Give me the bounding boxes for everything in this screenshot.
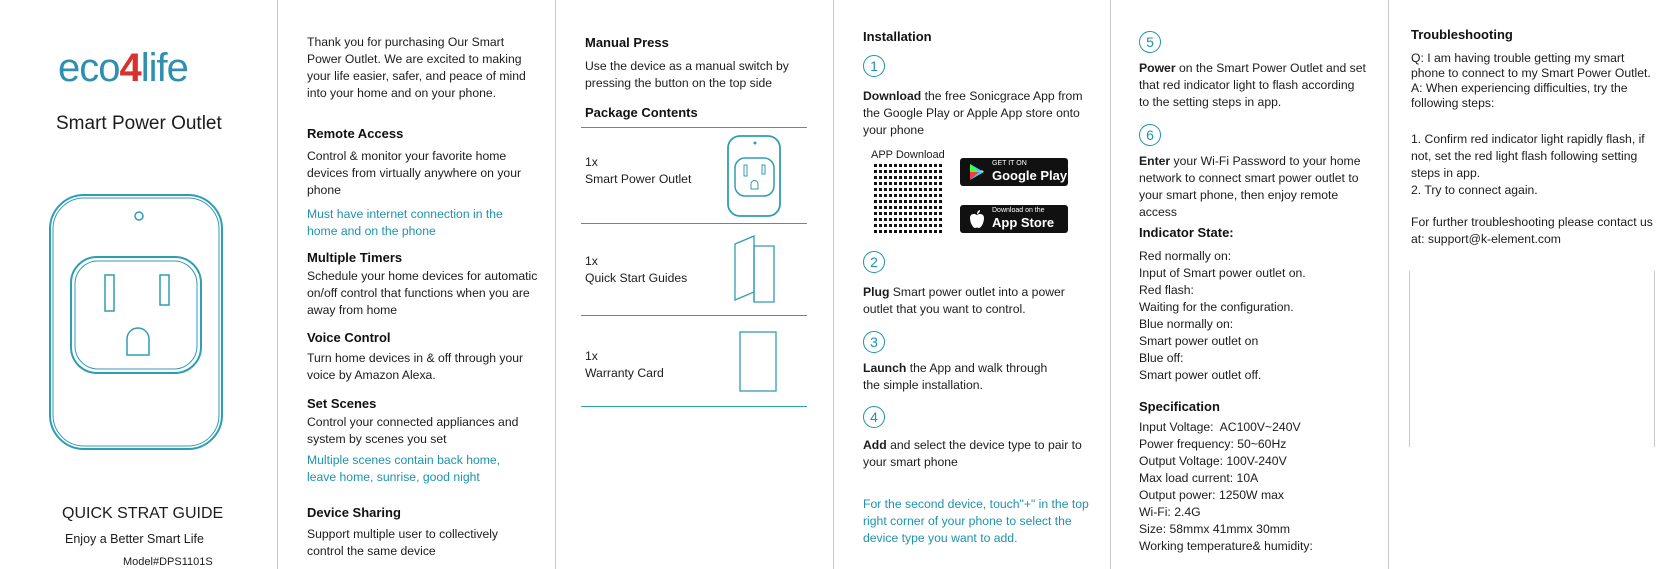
multiple-timers-title: Multiple Timers — [307, 250, 403, 265]
google-play-small-text: GET IT ON — [992, 160, 1027, 167]
voice-control-title: Voice Control — [307, 330, 391, 345]
step-5-bold: Power — [1139, 61, 1176, 75]
multiple-timers-body: Schedule your home devices for automatic on/off control that functions when you are away from home — [307, 269, 538, 317]
spec-line: Power frequency: 50~60Hz — [1139, 437, 1287, 451]
google-play-icon — [968, 163, 986, 181]
troubleshooting-step-2: 2. Try to connect again. — [1411, 183, 1538, 197]
step-4-note: For the second device, touch"+" in the top right corner of your phone to select the device type you want to add. — [863, 497, 1089, 545]
step-6-number: 6 — [1139, 124, 1161, 146]
spec-line: Wi-Fi: 2.4G — [1139, 505, 1201, 519]
step-5-text — [1139, 60, 1367, 111]
step-1-number: 1 — [863, 55, 885, 77]
remote-access-note: Must have internet connection in the home and on the phone — [307, 207, 503, 238]
step-4-text — [863, 437, 1083, 471]
spec-line: Max load current: 10A — [1139, 471, 1259, 485]
remote-access-title: Remote Access — [307, 126, 404, 141]
step-4-bold: Add — [863, 438, 887, 452]
voice-control-body: Turn home devices in & off through your voice by Amazon Alexa. — [307, 351, 524, 382]
step-2-body: Smart power outlet into a power outlet that you want to control. — [863, 285, 1065, 316]
step-1-bold: Download — [863, 89, 922, 103]
spec-line: Size: 58mmx 41mmx 30mm — [1139, 522, 1291, 536]
logo-text-left: eco — [58, 46, 120, 90]
package-item-qty: 1x — [585, 254, 598, 268]
package-contents-title: Package Contents — [585, 105, 698, 120]
set-scenes-body: Control your connected appliances and system by scenes you set — [307, 415, 519, 446]
set-scenes-note: Multiple scenes contain back home, leave home, sunrise, good night — [307, 453, 501, 484]
set-scenes-title: Set Scenes — [307, 396, 377, 411]
qr-code — [874, 163, 944, 233]
remote-access-body: Control & monitor your favorite home devices from virtually anywhere on your phone — [307, 149, 522, 197]
troubleshooting-question: Q: I am having trouble getting my smart phone to connect to my Smart Power Outlet. — [1411, 51, 1651, 80]
manual-press-title: Manual Press — [585, 35, 669, 50]
package-separator — [581, 127, 807, 128]
tagline: Enjoy a Better Smart Life — [65, 532, 204, 546]
step-3-body: the App and walk through the simple installation. — [863, 361, 1048, 392]
logo-text-right: life — [140, 46, 188, 90]
app-store-big-text: App Store — [992, 215, 1055, 230]
panel-divider — [1388, 0, 1389, 569]
thanks-text: Thank you for purchasing Our Smart Power Outlet. We are excited to making your life easier, safer, and peace of mind into your home and on your phone. — [307, 35, 526, 100]
manual-press-body: Use the device as a manual switch by pressing the button on the top side — [585, 59, 789, 90]
step-3-bold: Launch — [863, 361, 907, 375]
indicator-title: Indicator State: — [1139, 225, 1234, 240]
troubleshooting-step-1: 1. Confirm red indicator light rapidly flash, if not, set the red light flash following setting steps in app. — [1411, 132, 1645, 180]
troubleshooting-contact: For further troubleshooting please contact us at: support@k-element.com — [1411, 215, 1653, 246]
step-4-body: and select the device type to pair to your smart phone — [863, 438, 1082, 469]
troubleshooting-title: Troubleshooting — [1411, 27, 1513, 42]
warranty-card-icon — [738, 330, 780, 394]
step-5-body: on the Smart Power Outlet and set that red indicator light to flash according to the setting steps in app. — [1139, 61, 1366, 109]
smart-outlet-icon — [726, 134, 782, 218]
package-separator — [581, 223, 807, 224]
panel-divider — [1110, 0, 1111, 569]
quick-guide-icon — [732, 234, 778, 304]
step-6-body: your Wi-Fi Password to your home network to connect smart power outlet to your smart phone, then enjoy remote access — [1139, 154, 1361, 219]
package-separator — [581, 315, 807, 316]
package-separator — [581, 406, 807, 407]
indicator-line: Blue normally on: — [1139, 317, 1234, 331]
panel-divider — [833, 0, 834, 569]
panel-divider — [555, 0, 556, 569]
spec-line: Working temperature& humidity: — [1139, 539, 1313, 553]
installation-title: Installation — [863, 29, 932, 44]
package-item-qty: 1x — [585, 155, 598, 169]
indicator-line: Smart power outlet on — [1139, 334, 1259, 348]
package-item-name: Warranty Card — [585, 366, 664, 380]
google-play-badge[interactable] — [960, 158, 1068, 186]
apple-icon — [969, 209, 985, 229]
indicator-line: Red flash: — [1139, 283, 1194, 297]
indicator-line: Blue off: — [1139, 351, 1184, 365]
step-2-text — [863, 284, 1093, 318]
outlet-illustration — [48, 193, 224, 451]
spec-line: Input Voltage: AC100V~240V — [1139, 420, 1301, 434]
step-1-body: the free Sonicgrace App from the Google Play or Apple App store onto your phone — [863, 89, 1083, 137]
step-6-text — [1139, 153, 1371, 221]
step-3-text — [863, 360, 1063, 394]
indicator-line: Waiting for the configuration. — [1139, 300, 1294, 314]
step-4-number: 4 — [863, 406, 885, 428]
google-play-big-text: Google Play — [992, 168, 1068, 183]
device-sharing-title: Device Sharing — [307, 505, 401, 520]
spec-line: Output Voltage: 100V-240V — [1139, 454, 1287, 468]
app-download-label: APP Download — [871, 149, 945, 161]
step-2-number: 2 — [863, 251, 885, 273]
step-1-text — [863, 88, 1093, 139]
model-number: Model#DPS1101S — [123, 556, 213, 568]
troubleshooting-answer: A: When experiencing difficulties, try the following steps: — [1411, 81, 1628, 110]
app-store-small-text: Download on the — [992, 207, 1045, 214]
specification-title: Specification — [1139, 399, 1220, 414]
step-2-bold: Plug — [863, 285, 890, 299]
indicator-line: Red normally on: — [1139, 249, 1232, 263]
step-5-number: 5 — [1139, 31, 1161, 53]
indicator-line: Input of Smart power outlet on. — [1139, 266, 1306, 280]
package-item-qty: 1x — [585, 349, 598, 363]
step-3-number: 3 — [863, 331, 885, 353]
spec-line: Output power: 1250W max — [1139, 488, 1284, 502]
product-title: Smart Power Outlet — [56, 113, 222, 134]
package-item-name: Quick Start Guides — [585, 271, 688, 285]
logo-text-four: 4 — [119, 46, 141, 90]
guide-title: QUICK STRAT GUIDE — [62, 505, 224, 522]
brand-logo — [58, 46, 188, 91]
app-store-badge[interactable] — [960, 205, 1068, 233]
step-6-bold: Enter — [1139, 154, 1171, 168]
indicator-line: Smart power outlet off. — [1139, 368, 1262, 382]
device-sharing-body: Support multiple user to collectively control the same device — [307, 527, 499, 558]
panel-divider — [277, 0, 278, 569]
package-item-name: Smart Power Outlet — [585, 172, 692, 186]
notes-area — [1409, 271, 1655, 447]
